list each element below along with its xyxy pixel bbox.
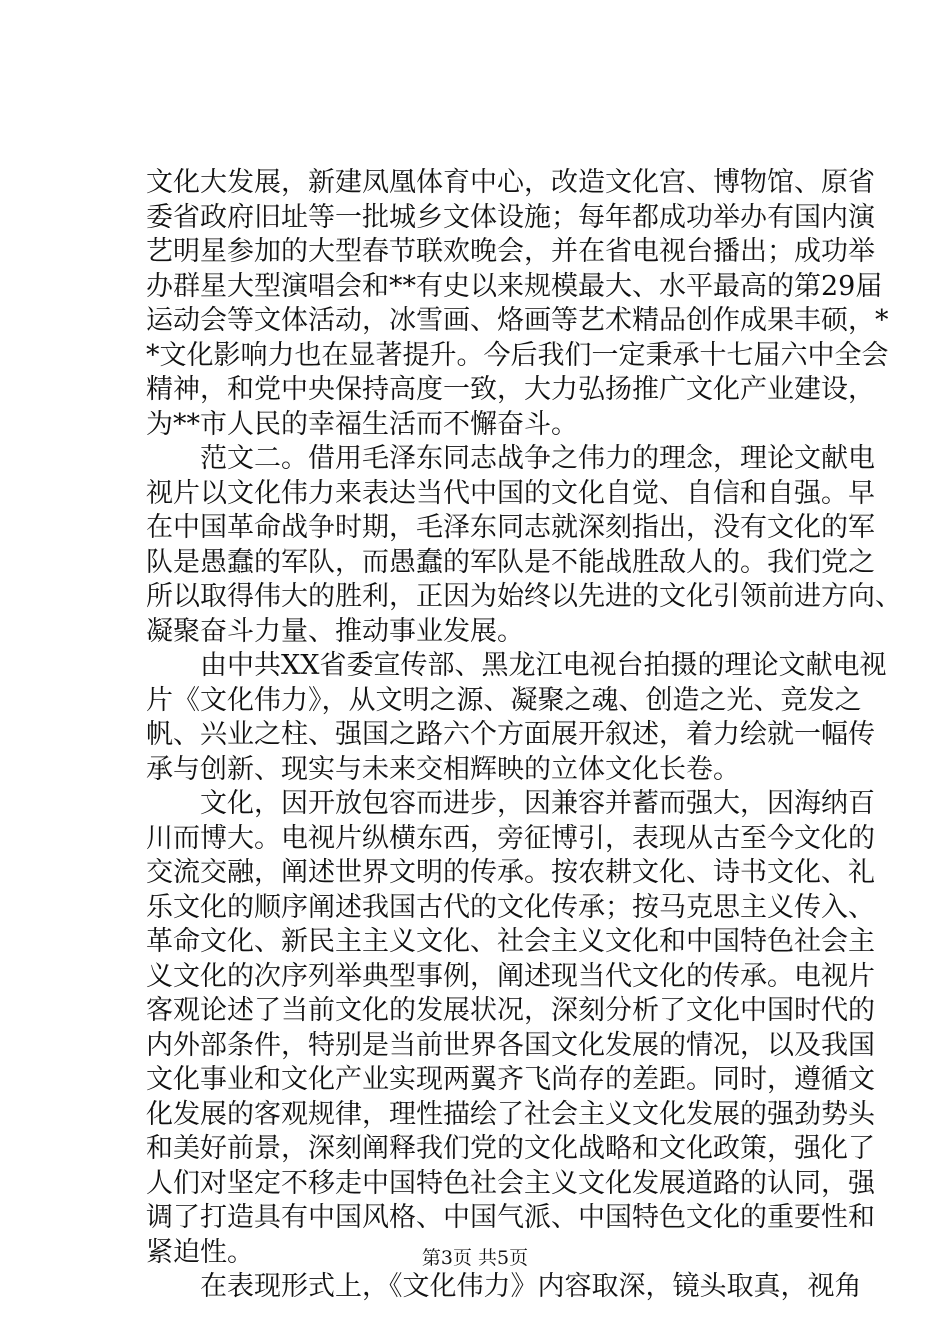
text-line: 和美好前景，深刻阐释我们党的文化战略和文化政策，强化了 [146, 1133, 875, 1164]
text-line: 义文化的次序列举典型事例，阐述现当代文化的传承。电视片 [146, 960, 875, 992]
text-line: 化发展的客观规律，理性描绘了社会主义文化发展的强劲势头 [146, 1098, 875, 1130]
page-footer [0, 1246, 950, 1270]
text-line: 文化大发展，新建凤凰体育中心，改造文化宫、博物馆、原省 [146, 167, 875, 198]
text-line: 办群星大型演唱会和**有史以来规模最大、水平最高的第29届 [146, 270, 883, 302]
text-line: 所以取得伟大的胜利，正因为始终以先进的文化引领前进方向、 [146, 581, 902, 612]
text-line: 内外部条件，特别是当前世界各国文化发展的情况，以及我国 [146, 1029, 875, 1061]
text-line: 调了打造具有中国风格、中国气派、中国特色文化的重要性和 [146, 1202, 875, 1233]
text-line: 片《文化伟力》，从文明之源、凝聚之魂、创造之光、竞发之 [146, 684, 862, 716]
text-line: 革命文化、新民主主义文化、社会主义文化和中国特色社会主 [146, 926, 875, 957]
text-line: 交流交融，阐述世界文明的传承。按农耕文化、诗书文化、礼 [146, 857, 875, 888]
page-number: 第3页 共5页 [421, 1247, 529, 1269]
text-line: 客观论述了当前文化的发展状况，深刻分析了文化中国时代的 [146, 995, 875, 1026]
text-line: 视片以文化伟力来表达当代中国的文化自觉、自信和自强。早 [146, 477, 875, 509]
text-line: 凝聚奋斗力量、推动事业发展。 [146, 615, 524, 647]
text-line: 在中国革命战争时期，毛泽东同志就深刻指出，没有文化的军 [146, 512, 875, 543]
text-line: 艺明星参加的大型春节联欢晚会，并在省电视台播出；成功举 [146, 236, 875, 267]
text-line: 帆、兴业之柱、强国之路六个方面展开叙述，着力绘就一幅传 [146, 719, 875, 750]
text-line: 文化事业和文化产业实现两翼齐飞尚存的差距。同时，遵循文 [146, 1064, 875, 1095]
text-line: 运动会等文体活动，冰雪画、烙画等艺术精品创作成果丰硕，* [146, 305, 889, 336]
paragraph-first-line: 文化，因开放包容而进步，因兼容并蓄而强大，因海纳百 [200, 788, 875, 819]
text-line: 紧迫性。 [146, 1236, 254, 1268]
text-line: *文化影响力也在显著提升。今后我们一定秉承十七届六中全会 [146, 339, 889, 371]
paragraph-first-line: 范文二。借用毛泽东同志战争之伟力的理念，理论文献电 [200, 443, 875, 474]
paragraph-first-line: 在表现形式上，《文化伟力》内容取深，镜头取真，视角 [200, 1271, 862, 1302]
text-line: 川而博大。电视片纵横东西，旁征博引，表现从古至今文化的 [146, 822, 875, 854]
text-line: 乐文化的顺序阐述我国古代的文化传承；按马克思主义传入、 [146, 891, 875, 923]
text-line: 为**市人民的幸福生活而不懈奋斗。 [146, 408, 578, 440]
paragraph-first-line: 由中共XX省委宣传部、黑龙江电视台拍摄的理论文献电视 [200, 650, 887, 681]
text-line: 承与创新、现实与未来交相辉映的立体文化长卷。 [146, 753, 740, 785]
text-line: 队是愚蠢的军队，而愚蠢的军队是不能战胜敌人的。我们党之 [146, 546, 875, 578]
text-line: 人们对坚定不移走中国特色社会主义文化发展道路的认同，强 [146, 1167, 875, 1199]
text-line: 精神，和党中央保持高度一致，大力弘扬推广文化产业建设， [146, 374, 875, 405]
text-line: 委省政府旧址等一批城乡文体设施；每年都成功举办有国内演 [146, 201, 875, 233]
body-text [146, 166, 902, 1305]
